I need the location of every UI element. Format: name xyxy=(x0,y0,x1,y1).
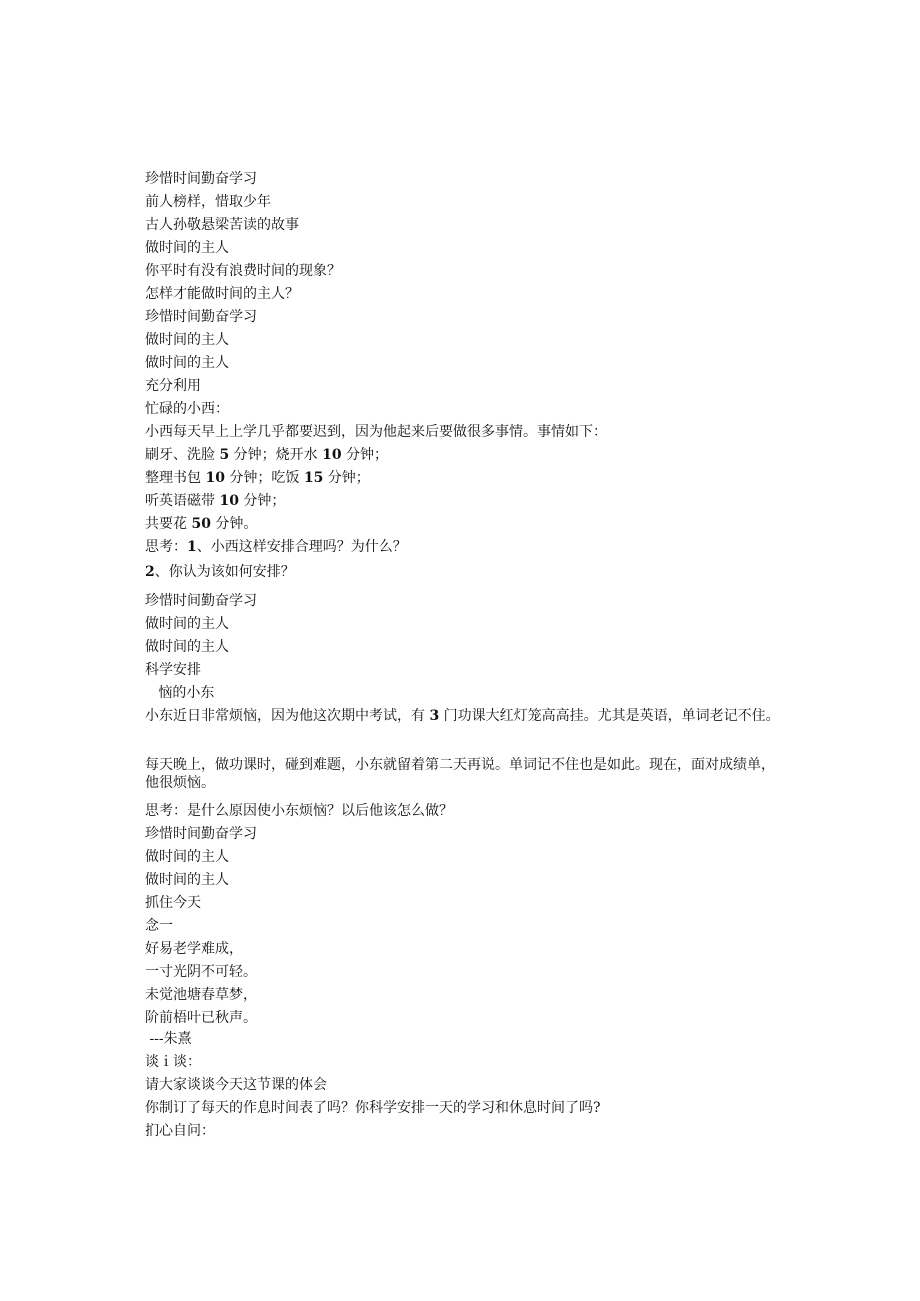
text-line xyxy=(145,563,785,581)
text-line: 前人榜样，惜取少年 xyxy=(145,194,271,210)
text-line: 古人孙敬悬梁苦读的故事 xyxy=(145,217,299,233)
text-line: 你平时有没有浪费时间的现象？ xyxy=(145,263,341,279)
number-bold: 1 xyxy=(187,539,197,555)
text-line: 做时间的主人 xyxy=(145,332,229,348)
text-segment: 整理书包 xyxy=(145,470,201,486)
text-line: 做时间的主人 xyxy=(145,639,229,655)
number-bold: 2 xyxy=(145,564,155,580)
poem-author: ---朱熹 xyxy=(145,1031,192,1047)
text-segment: 门功课大红灯笼高高挂。尤其是英语，单词老记不住。 xyxy=(443,708,780,724)
number-bold: 5 xyxy=(219,447,230,463)
text-line: 珍惜时间勤奋学习 xyxy=(145,171,257,187)
text-line: 你制订了每天的作息时间表了吗？你科学安排一天的学习和休息时间了吗? xyxy=(145,1100,601,1116)
text-segment: 分钟；吃饭 xyxy=(229,470,300,486)
poem-line: 一寸光阴不可轻。 xyxy=(145,964,257,980)
text-line xyxy=(145,538,785,556)
text-line: 怎样才能做时间的主人？ xyxy=(145,286,299,302)
number-bold: 10 xyxy=(322,447,342,463)
number-bold: 10 xyxy=(205,470,225,486)
text-segment: 分钟；烧开水 xyxy=(233,447,318,463)
text-line: 做时间的主人 xyxy=(145,849,229,865)
text-segment: 小东近日非常烦恼，因为他这次期中考试，有 xyxy=(145,708,425,724)
poem-line: 未觉池塘春草梦， xyxy=(145,987,257,1003)
text-line: 念一 xyxy=(145,918,173,934)
paragraph xyxy=(145,707,785,725)
text-line: 谈ｉ谈： xyxy=(145,1054,201,1070)
text-line: 珍惜时间勤奋学习 xyxy=(145,593,257,609)
text-line: 珍惜时间勤奋学习 xyxy=(145,826,257,842)
text-line: 做时间的主人 xyxy=(145,240,229,256)
paragraph: 每天晚上，做功课时，碰到难题，小东就留着第二天再说。单词记不住也是如此。现在，面对成绩单，他很烦恼。 xyxy=(145,757,775,791)
text-segment: 、小西这样安排合理吗？为什么？ xyxy=(196,539,407,555)
number-bold: 10 xyxy=(219,493,239,509)
number-bold: 3 xyxy=(429,708,440,724)
text-line: 忙碌的小西： xyxy=(145,401,229,417)
text-segment: 听英语磁带 xyxy=(145,493,215,509)
text-line: 做时间的主人 xyxy=(145,872,229,888)
text-segment: 思考： xyxy=(145,539,187,555)
text-segment: 共要花 xyxy=(145,516,187,532)
text-line xyxy=(145,469,785,487)
text-line: 做时间的主人 xyxy=(145,355,229,371)
text-line xyxy=(145,446,785,464)
text-line: 抓住今天 xyxy=(145,895,201,911)
text-line: 做时间的主人 xyxy=(145,616,229,632)
text-line xyxy=(145,492,785,510)
poem-line: 阶前梧叶已秋声。 xyxy=(145,1010,257,1026)
text-line: 思考：是什么原因使小东烦恼？以后他该怎么做？ xyxy=(145,803,453,819)
text-segment: 刷牙、洗脸 xyxy=(145,447,215,463)
text-line: 充分利用 xyxy=(145,378,201,394)
text-line: 请大家谈谈今天这节课的体会 xyxy=(145,1077,327,1093)
text-segment: 分钟； xyxy=(327,470,370,486)
text-line: 恼的小东 xyxy=(145,685,215,701)
text-segment: 分钟； xyxy=(346,447,389,463)
text-segment: 分钟。 xyxy=(215,516,258,532)
text-segment: 分钟； xyxy=(243,493,286,509)
text-line: 科学安排 xyxy=(145,662,201,678)
poem-line: 好易老学难成， xyxy=(145,941,243,957)
text-line: 扪心自问： xyxy=(145,1123,215,1139)
text-line xyxy=(145,515,785,533)
number-bold: 50 xyxy=(191,516,211,532)
text-line: 小西每天早上上学几乎都要迟到，因为他起来后要做很多事情。事情如下： xyxy=(145,424,607,440)
text-segment: 、你认为该如何安排？ xyxy=(154,564,295,580)
text-line: 珍惜时间勤奋学习 xyxy=(145,309,257,325)
number-bold: 15 xyxy=(303,470,324,486)
